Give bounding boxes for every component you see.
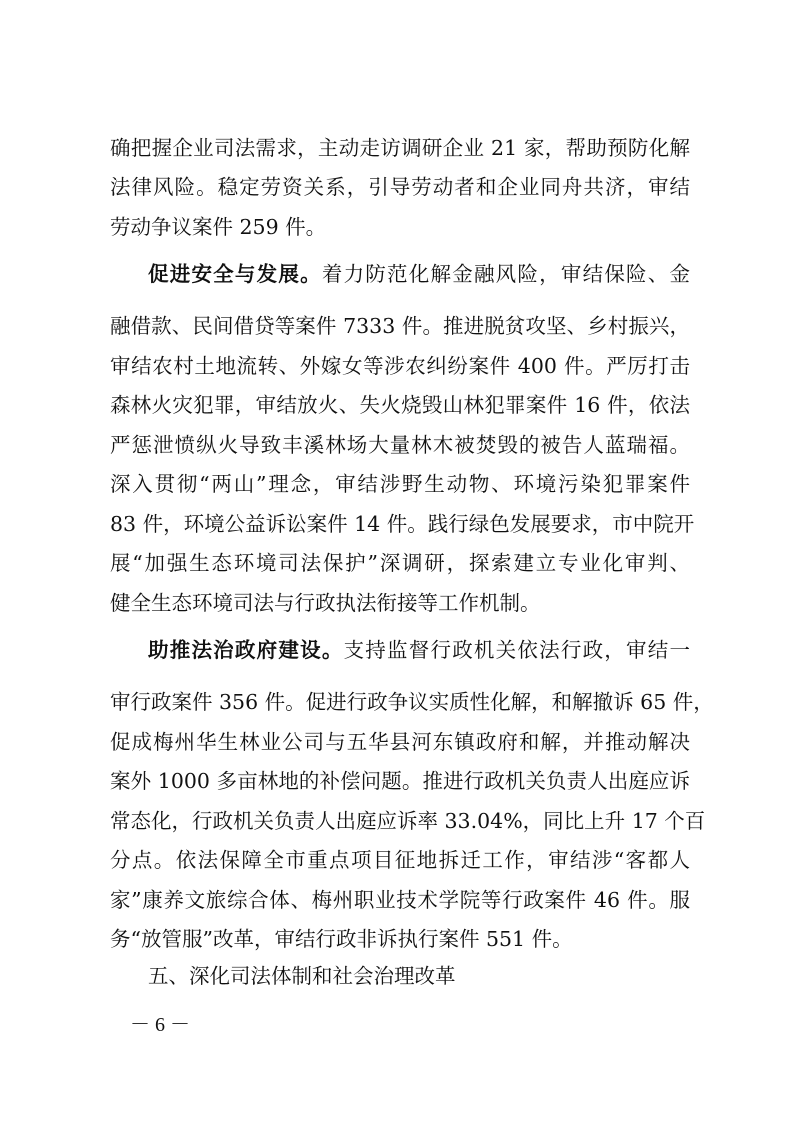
paragraph-line: 审行政案件 356 件。促进行政争议实质性化解，和解撤诉 65 件， [110,690,714,714]
paragraph-line: 劳动争议案件 259 件。 [110,215,327,239]
paragraph-line: 分点。依法保障全市重点项目征地拆迁工作，审结涉“客都人 [110,848,690,872]
paragraph-line: 森林火灾犯罪，审结放火、失火烧毁山林犯罪案件 16 件，依法 [110,393,690,417]
paragraph-line: 法律风险。稳定劳资关系，引导劳动者和企业同舟共济，审结 [110,175,690,199]
paragraph-line: 健全生态环境司法与行政执法衔接等工作机制。 [110,591,541,615]
paragraph-line: 案外 1000 多亩林地的补偿问题。推进行政机关负责人出庭应诉 [110,769,690,793]
paragraph-line: 促成梅州华生林业公司与五华县河东镇政府和解，并推动解决 [110,730,690,754]
paragraph-line: 严惩泄愤纵火导致丰溪林场大量林木被焚毁的被告人蓝瑞福。 [110,433,690,457]
paragraph-line: 83 件，环境公益诉讼案件 14 件。践行绿色发展要求，市中院开 [110,512,695,536]
paragraph-text: 着力防范化解金融风险，审结保险、金 [321,262,691,286]
paragraph-line: 确把握企业司法需求，主动走访调研企业 21 家，帮助预防化解 [110,136,690,160]
paragraph-line: 家”康养文旅综合体、梅州职业技术学院等行政案件 46 件。服 [110,888,690,912]
paragraph-text: 支持监督行政机关依法行政，审结一 [343,638,690,662]
paragraph-line: 常态化，行政机关负责人出庭应诉率 33.04%，同比上升 17 个百 [110,809,706,833]
paragraph-heading: 助推法治政府建设。 [148,638,344,662]
section-heading: 五、深化司法体制和社会治理改革 [148,964,456,988]
paragraph-first-line [148,260,690,288]
paragraph-first-line [148,636,690,664]
paragraph-line: 审结农村土地流转、外嫁女等涉农纠纷案件 400 件。严厉打击 [110,354,690,378]
paragraph-line: 展“加强生态环境司法保护”深调研，探索建立专业化审判、 [110,551,690,575]
paragraph-line: 深入贯彻“两山”理念，审结涉野生动物、环境污染犯罪案件 [110,472,690,496]
paragraph-line: 务“放管服”改革，审结行政非诉执行案件 551 件。 [110,927,573,951]
page-number: － 6 － [130,1014,190,1036]
paragraph-line: 融借款、民间借贷等案件 7333 件。推进脱贫攻坚、乡村振兴， [110,314,690,338]
paragraph-heading: 促进安全与发展。 [148,262,322,286]
